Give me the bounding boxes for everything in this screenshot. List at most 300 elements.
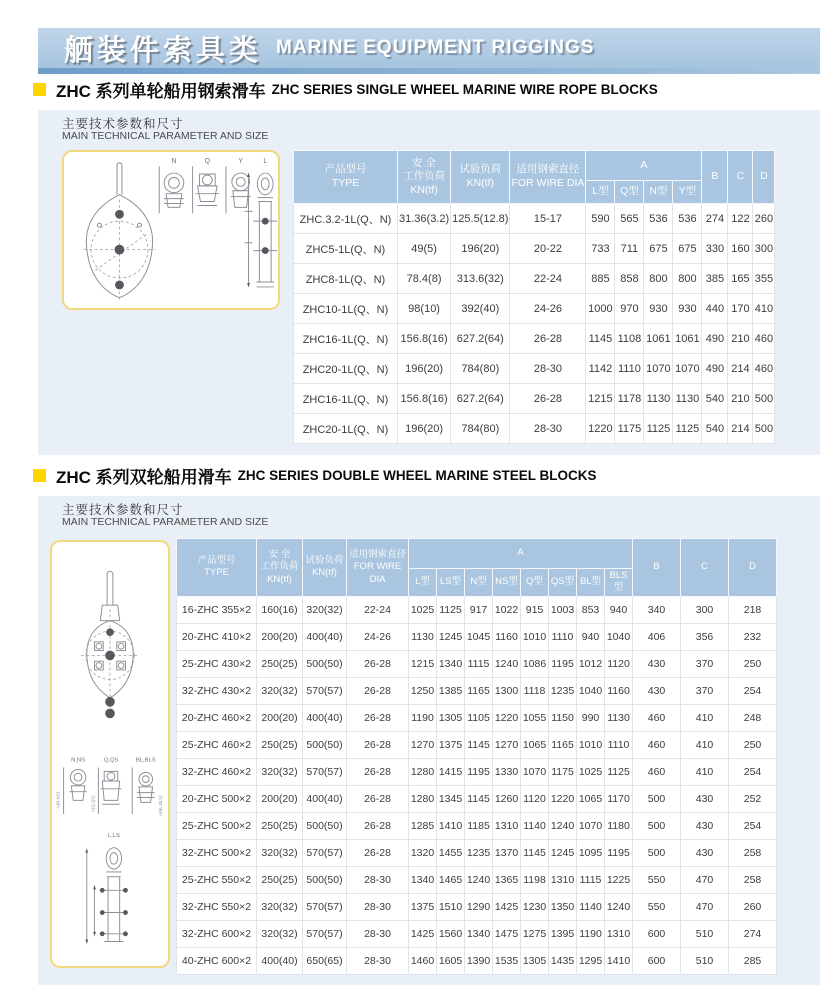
cell-value: 500(50)	[303, 812, 347, 839]
single-wheel-block-drawing	[62, 150, 280, 310]
cell-value: 165	[728, 264, 753, 294]
cell-value: 1465	[437, 866, 465, 893]
table-row	[294, 234, 775, 264]
cell-value: 1125	[644, 414, 673, 444]
cell-value: 410	[753, 294, 775, 324]
section2-title	[33, 463, 596, 488]
cell-value: 1025	[409, 596, 437, 623]
table-row	[177, 866, 777, 893]
cell-value: 915	[521, 596, 549, 623]
header-test-load: 试验负荷 KN(tf)	[303, 539, 347, 597]
cell-value: 1022	[493, 596, 521, 623]
banner-title-en: MARINE EQUIPMENT RIGGINGS	[276, 37, 595, 58]
cell-value: 26-28	[347, 677, 409, 704]
table-row	[177, 785, 777, 812]
cell-value: 1055	[521, 704, 549, 731]
cell-value: 990	[577, 704, 605, 731]
cell-value: 858	[615, 264, 644, 294]
cell-value: 930	[644, 294, 673, 324]
cell-value: 1345	[437, 785, 465, 812]
cell-value: 274	[729, 920, 777, 947]
cell-value: 1195	[605, 839, 633, 866]
cell-value: 1225	[605, 866, 633, 893]
header-type: 产品型号 TYPE	[294, 151, 398, 204]
cell-value: 490	[702, 354, 728, 384]
cell-value: 1250	[409, 677, 437, 704]
cell-value: 1295	[577, 947, 605, 974]
cell-value: 430	[681, 812, 729, 839]
cell-value: 627.2(64)	[451, 324, 510, 354]
cell-value: 1240	[493, 650, 521, 677]
cell-product-type: 25-ZHC 550×2	[177, 866, 257, 893]
table-row	[294, 294, 775, 324]
cell-value: 590	[586, 204, 615, 234]
cell-value: 1120	[605, 650, 633, 677]
cell-value: 1198	[521, 866, 549, 893]
cell-value: 440	[702, 294, 728, 324]
cell-value: 22-24	[347, 596, 409, 623]
cell-value: 370	[681, 677, 729, 704]
cell-value: 1165	[465, 677, 493, 704]
cell-value: 1130	[644, 384, 673, 414]
cell-value: 500(50)	[303, 650, 347, 677]
cell-value: 1003	[549, 596, 577, 623]
cell-value: 460	[633, 704, 681, 731]
cell-value: 930	[673, 294, 702, 324]
header-a-subtype: BL型	[577, 569, 605, 597]
cell-value: 500	[633, 812, 681, 839]
cell-value: 1235	[549, 677, 577, 704]
cell-value: 1178	[615, 384, 644, 414]
header-a-subtype: BLS型	[605, 569, 633, 597]
cell-value: 1260	[493, 785, 521, 812]
header-a-subtype: L型	[409, 569, 437, 597]
banner-underline	[38, 68, 820, 74]
cell-value: 250(25)	[257, 812, 303, 839]
cell-value: 1160	[605, 677, 633, 704]
cell-value: 565	[615, 204, 644, 234]
cell-value: 1175	[615, 414, 644, 444]
cell-value: 1215	[586, 384, 615, 414]
table-row	[294, 414, 775, 444]
cell-value: 1120	[521, 785, 549, 812]
cell-value: 1040	[605, 623, 633, 650]
cell-value: 1070	[673, 354, 702, 384]
cell-value: 570(57)	[303, 920, 347, 947]
dim-label-a-q: A(Q.QS)	[90, 795, 96, 812]
cell-value: 1300	[493, 677, 521, 704]
cell-product-type: 25-ZHC 500×2	[177, 812, 257, 839]
cell-value: 160	[728, 234, 753, 264]
cell-value: 1220	[549, 785, 577, 812]
cell-value: 1305	[437, 704, 465, 731]
header-safe-working-load: 安 全 工作负荷 KN(tf)	[398, 151, 451, 204]
cell-value: 300	[681, 596, 729, 623]
header-test-load: 试验负荷 KN(tf)	[451, 151, 510, 204]
cell-value: 1230	[521, 893, 549, 920]
cell-value: 330	[702, 234, 728, 264]
section2-title-zh: ZHC 系列双轮船用滑车	[56, 468, 232, 487]
cell-value: 600	[633, 920, 681, 947]
header-wire-dia: 适用钢索直径 FOR WIRE DIA	[347, 539, 409, 597]
cell-value: 1425	[409, 920, 437, 947]
cell-value: 1220	[586, 414, 615, 444]
cell-value: 1070	[521, 758, 549, 785]
cell-value: 214	[728, 354, 753, 384]
cell-value: 28-30	[347, 920, 409, 947]
header-a-subtype: Y型	[673, 181, 702, 204]
cell-value: 1070	[644, 354, 673, 384]
header-b: B	[702, 151, 728, 204]
table-row	[177, 920, 777, 947]
cell-value: 156.8(16)	[398, 384, 451, 414]
cell-value: 1320	[409, 839, 437, 866]
side-view-label-l-ls: L,LS	[107, 833, 120, 840]
cell-product-type: ZHC20-1L(Q、N)	[294, 354, 398, 384]
cell-value: 500(50)	[303, 731, 347, 758]
cell-value: 410	[681, 731, 729, 758]
cell-value: 1310	[493, 812, 521, 839]
cell-value: 460	[753, 354, 775, 384]
cell-value: 26-28	[510, 324, 586, 354]
cell-value: 570(57)	[303, 758, 347, 785]
cell-value: 1170	[605, 785, 633, 812]
header-type: 产品型号 TYPE	[177, 539, 257, 597]
cell-value: 26-28	[347, 785, 409, 812]
cell-value: 250	[729, 650, 777, 677]
cell-value: 28-30	[510, 354, 586, 384]
cell-value: 400(40)	[303, 623, 347, 650]
cell-product-type: 32-ZHC 460×2	[177, 758, 257, 785]
cell-value: 1140	[521, 812, 549, 839]
cell-value: 853	[577, 596, 605, 623]
cell-value: 320(32)	[257, 677, 303, 704]
cell-value: 1095	[577, 839, 605, 866]
cell-value: 1220	[493, 704, 521, 731]
cell-value: 1365	[493, 866, 521, 893]
cell-value: 26-28	[347, 650, 409, 677]
cell-value: 500	[753, 414, 775, 444]
cell-value: 15-17	[510, 204, 586, 234]
table-row	[177, 623, 777, 650]
cell-value: 1340	[409, 866, 437, 893]
header-wire-dia: 适用钢索直径 FOR WIRE DIA	[510, 151, 586, 204]
banner-title-zh: 舾装件索具类	[64, 34, 263, 67]
dim-label-a-n: A(N.NS)	[55, 791, 61, 809]
cell-value: 1130	[409, 623, 437, 650]
cell-value: 250(25)	[257, 650, 303, 677]
section1-panel	[38, 110, 820, 455]
cell-value: 1310	[605, 920, 633, 947]
cell-value: 200(20)	[257, 704, 303, 731]
cell-value: 125.5(12.8)	[451, 204, 510, 234]
header-c: C	[728, 151, 753, 204]
cell-product-type: 32-ZHC 430×2	[177, 677, 257, 704]
cell-value: 430	[633, 677, 681, 704]
cell-value: 1370	[493, 839, 521, 866]
cell-value: 1000	[586, 294, 615, 324]
cell-value: 711	[615, 234, 644, 264]
cell-value: 540	[702, 384, 728, 414]
cell-value: 1435	[549, 947, 577, 974]
cell-value: 320(32)	[257, 893, 303, 920]
cell-value: 1280	[409, 785, 437, 812]
section2-param-en: MAIN TECHNICAL PARAMETER AND SIZE	[62, 516, 269, 528]
cell-value: 26-28	[347, 758, 409, 785]
cell-value: 1140	[577, 893, 605, 920]
cell-value: 1065	[577, 785, 605, 812]
cell-value: 24-26	[510, 294, 586, 324]
table-row	[294, 264, 775, 294]
cell-product-type: 32-ZHC 600×2	[177, 920, 257, 947]
header-a-group: A	[586, 151, 702, 181]
table-row	[177, 812, 777, 839]
cell-value: 570(57)	[303, 893, 347, 920]
header-d: D	[729, 539, 777, 597]
cell-value: 196(20)	[398, 414, 451, 444]
cell-value: 675	[644, 234, 673, 264]
cell-value: 210	[728, 324, 753, 354]
cell-value: 370	[681, 650, 729, 677]
cell-value: 285	[729, 947, 777, 974]
cell-value: 1340	[437, 650, 465, 677]
cell-product-type: 20-ZHC 410×2	[177, 623, 257, 650]
single-wheel-block-sketch	[64, 152, 278, 308]
section2-title-en: ZHC SERIES DOUBLE WHEEL MARINE STEEL BLOCKS	[237, 468, 597, 483]
head-label-n-ns: N,NS	[71, 757, 86, 764]
cell-value: 406	[633, 623, 681, 650]
cell-value: 540	[702, 414, 728, 444]
cell-value: 1175	[549, 758, 577, 785]
cell-value: 1240	[605, 893, 633, 920]
cell-value: 500	[753, 384, 775, 414]
cell-value: 260	[753, 204, 775, 234]
cell-value: 1290	[465, 893, 493, 920]
header-a-subtype: N型	[644, 181, 673, 204]
header-a-subtype: L型	[586, 181, 615, 204]
cell-value: 313.6(32)	[451, 264, 510, 294]
double-wheel-block-sketch	[52, 542, 168, 966]
cell-value: 570(57)	[303, 839, 347, 866]
cell-value: 1190	[409, 704, 437, 731]
cell-value: 460	[633, 758, 681, 785]
cell-value: 1105	[465, 704, 493, 731]
cell-value: 26-28	[347, 812, 409, 839]
cell-value: 1425	[493, 893, 521, 920]
cell-value: 26-28	[347, 704, 409, 731]
cell-value: 1070	[577, 812, 605, 839]
cell-value: 1195	[465, 758, 493, 785]
cell-value: 733	[586, 234, 615, 264]
cell-value: 250(25)	[257, 731, 303, 758]
cell-product-type: ZHC10-1L(Q、N)	[294, 294, 398, 324]
cell-value: 1410	[605, 947, 633, 974]
cell-value: 800	[673, 264, 702, 294]
cell-value: 570(57)	[303, 677, 347, 704]
cell-value: 1215	[409, 650, 437, 677]
cell-value: 250(25)	[257, 866, 303, 893]
cell-value: 550	[633, 893, 681, 920]
section1-title-zh: ZHC 系列单轮船用钢索滑车	[56, 82, 266, 101]
cell-value: 320(32)	[303, 596, 347, 623]
cell-value: 1395	[549, 920, 577, 947]
cell-value: 1605	[437, 947, 465, 974]
table-row	[177, 650, 777, 677]
cell-value: 627.2(64)	[451, 384, 510, 414]
cell-value: 196(20)	[451, 234, 510, 264]
section1-param-zh: 主要技术参数和尺寸	[62, 117, 184, 131]
cell-value: 1305	[521, 947, 549, 974]
cell-value: 252	[729, 785, 777, 812]
cell-value: 78.4(8)	[398, 264, 451, 294]
cell-value: 430	[633, 650, 681, 677]
cell-value: 355	[753, 264, 775, 294]
cell-value: 800	[644, 264, 673, 294]
cell-value: 31.36(3.2)	[398, 204, 451, 234]
cell-value: 460	[633, 731, 681, 758]
cell-value: 600	[633, 947, 681, 974]
cell-value: 1145	[465, 731, 493, 758]
header-c: C	[681, 539, 729, 597]
cell-value: 1130	[605, 704, 633, 731]
cell-value: 940	[605, 596, 633, 623]
cell-value: 1061	[673, 324, 702, 354]
cell-value: 460	[753, 324, 775, 354]
cell-value: 26-28	[347, 731, 409, 758]
cell-value: 1275	[521, 920, 549, 947]
header-a-subtype: LS型	[437, 569, 465, 597]
table-row	[294, 324, 775, 354]
cell-value: 26-28	[510, 384, 586, 414]
header-a-subtype: N型	[465, 569, 493, 597]
cell-value: 1245	[549, 839, 577, 866]
cell-value: 410	[681, 704, 729, 731]
cell-product-type: 40-ZHC 600×2	[177, 947, 257, 974]
cell-value: 1285	[409, 812, 437, 839]
cell-value: 500	[633, 839, 681, 866]
cell-value: 1235	[465, 839, 493, 866]
cell-value: 254	[729, 812, 777, 839]
cell-value: 917	[465, 596, 493, 623]
cell-value: 392(40)	[451, 294, 510, 324]
cell-product-type: 20-ZHC 500×2	[177, 785, 257, 812]
double-wheel-spec-table	[176, 538, 777, 975]
table-row	[177, 596, 777, 623]
head-label-n: N	[171, 158, 177, 166]
section2-param-zh: 主要技术参数和尺寸	[62, 503, 184, 517]
cell-value: 784(80)	[451, 354, 510, 384]
cell-value: 218	[729, 596, 777, 623]
cell-value: 258	[729, 866, 777, 893]
cell-value: 28-30	[510, 414, 586, 444]
table-row	[177, 839, 777, 866]
cell-value: 1125	[437, 596, 465, 623]
cell-value: 196(20)	[398, 354, 451, 384]
cell-value: 1280	[409, 758, 437, 785]
cell-value: 400(40)	[257, 947, 303, 974]
cell-value: 28-30	[347, 947, 409, 974]
cell-value: 1108	[615, 324, 644, 354]
table-row	[177, 677, 777, 704]
header-a-subtype: Q型	[615, 181, 644, 204]
cell-value: 1010	[577, 731, 605, 758]
cell-value: 1150	[549, 704, 577, 731]
yellow-bullet-icon	[33, 469, 46, 482]
cell-value: 970	[615, 294, 644, 324]
cell-value: 200(20)	[257, 785, 303, 812]
cell-value: 20-22	[510, 234, 586, 264]
cell-value: 885	[586, 264, 615, 294]
cell-value: 400(40)	[303, 785, 347, 812]
cell-value: 550	[633, 866, 681, 893]
cell-value: 254	[729, 758, 777, 785]
cell-value: 248	[729, 704, 777, 731]
head-label-l: L	[263, 158, 268, 166]
table-row	[294, 354, 775, 384]
cell-value: 1560	[437, 920, 465, 947]
cell-value: 200(20)	[257, 623, 303, 650]
cell-value: 1118	[521, 677, 549, 704]
cell-value: 1061	[644, 324, 673, 354]
cell-value: 536	[644, 204, 673, 234]
cell-product-type: ZHC5-1L(Q、N)	[294, 234, 398, 264]
cell-value: 210	[728, 384, 753, 414]
cell-value: 1455	[437, 839, 465, 866]
cell-product-type: 32-ZHC 500×2	[177, 839, 257, 866]
cell-value: 1390	[465, 947, 493, 974]
cell-product-type: 16-ZHC 355×2	[177, 596, 257, 623]
cell-value: 1350	[549, 893, 577, 920]
cell-value: 500	[633, 785, 681, 812]
table-row	[177, 704, 777, 731]
cell-value: 49(5)	[398, 234, 451, 264]
cell-product-type: 25-ZHC 460×2	[177, 731, 257, 758]
header-d: D	[753, 151, 775, 204]
cell-value: 1125	[673, 414, 702, 444]
cell-value: 254	[729, 677, 777, 704]
cell-value: 1165	[549, 731, 577, 758]
cell-value: 1025	[577, 758, 605, 785]
cell-value: 320(32)	[257, 920, 303, 947]
cell-value: 1040	[577, 677, 605, 704]
cell-value: 400(40)	[303, 704, 347, 731]
header-a-subtype: Q型	[521, 569, 549, 597]
cell-value: 156.8(16)	[398, 324, 451, 354]
cell-value: 1240	[549, 812, 577, 839]
cell-value: 160(16)	[257, 596, 303, 623]
cell-value: 1012	[577, 650, 605, 677]
cell-product-type: ZHC16-1L(Q、N)	[294, 384, 398, 414]
cell-value: 274	[702, 204, 728, 234]
cell-product-type: 20-ZHC 460×2	[177, 704, 257, 731]
cell-value: 1145	[465, 785, 493, 812]
cell-value: 26-28	[347, 839, 409, 866]
cell-value: 1065	[521, 731, 549, 758]
cell-value: 1110	[605, 731, 633, 758]
cell-value: 28-30	[347, 866, 409, 893]
header-b: B	[633, 539, 681, 597]
cell-value: 250	[729, 731, 777, 758]
cell-value: 1475	[493, 920, 521, 947]
head-label-q: Q	[204, 158, 210, 166]
cell-value: 784(80)	[451, 414, 510, 444]
cell-value: 1195	[549, 650, 577, 677]
cell-value: 510	[681, 920, 729, 947]
cell-value: 1115	[465, 650, 493, 677]
cell-value: 675	[673, 234, 702, 264]
cell-value: 320(32)	[257, 839, 303, 866]
cell-value: 650(65)	[303, 947, 347, 974]
